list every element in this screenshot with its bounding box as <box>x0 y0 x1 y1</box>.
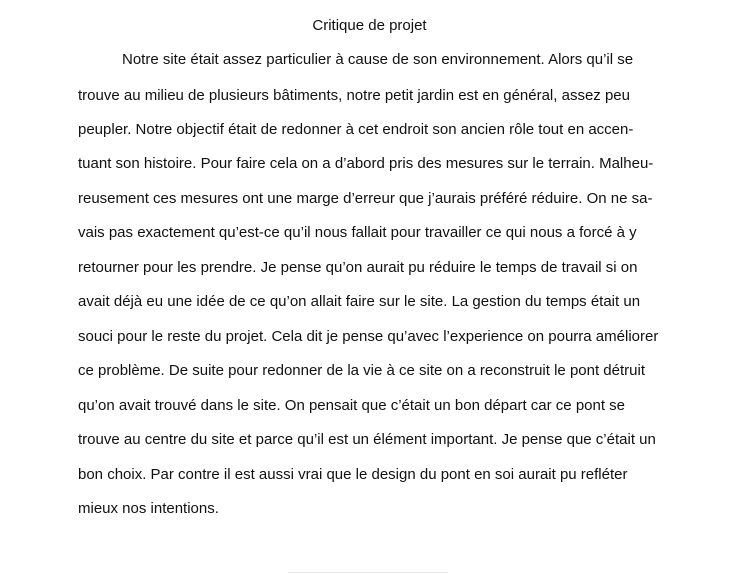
paragraph-line: trouve au centre du site et parce qu’il est un élément important. Je pense que c’était un <box>78 431 656 448</box>
paragraph-line: peupler. Notre objectif était de redonner à cet endroit son ancien rôle tout en accen- <box>78 121 634 138</box>
page-edge-divider <box>288 572 448 573</box>
page-title: Critique de projet <box>312 17 427 34</box>
paragraph-line: vais pas exactement qu’est-ce qu’il nous fallait pour travailler ce qui nous a forcé à y <box>78 224 637 241</box>
paragraph-line: tuant son histoire. Pour faire cela on a d’abord pris des mesures sur le terrain. Malheu- <box>78 155 654 172</box>
paragraph-line: mieux nos intentions. <box>78 500 219 517</box>
paragraph-line: trouve au milieu de plusieurs bâtiments, notre petit jardin est en général, assez peu <box>78 87 630 104</box>
paragraph-line: souci pour le reste du projet. Cela dit je pense qu’avec l’experience on pourra améliorer <box>78 328 659 345</box>
paragraph-line: ce problème. De suite pour redonner de la vie à ce site on a reconstruit le pont détruit <box>78 362 645 379</box>
paragraph-line: Notre site était assez particulier à cause de son environnement. Alors qu’il se <box>122 51 634 68</box>
paragraph-line: retourner pour les prendre. Je pense qu’on aurait pu réduire le temps de travail si on <box>78 259 638 276</box>
paragraph-line: bon choix. Par contre il est aussi vrai que le design du pont en soi aurait pu refléter <box>78 466 628 483</box>
paragraph-line: reusement ces mesures ont une marge d’erreur que j’aurais préféré réduire. On ne sa- <box>78 190 653 207</box>
paragraph-line: avait déjà eu une idée de ce qu’on allait faire sur le site. La gestion du temps était un <box>78 293 641 310</box>
paragraph-line: qu’on avait trouvé dans le site. On pensait que c’était un bon départ car ce pont se <box>78 397 626 414</box>
